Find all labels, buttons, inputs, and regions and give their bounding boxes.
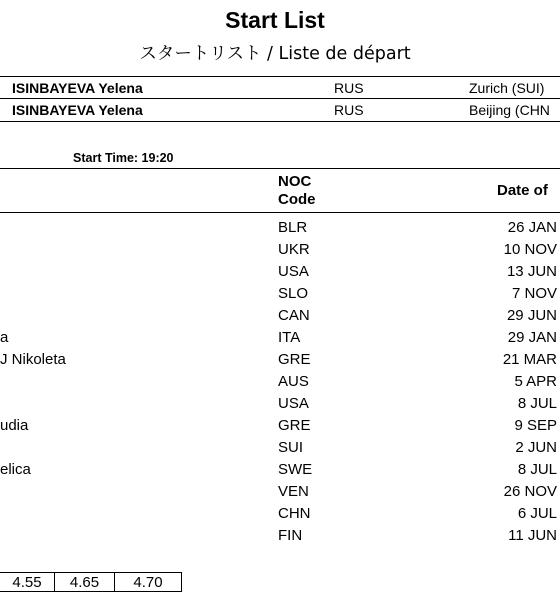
table-top-rule (0, 168, 560, 169)
noc-code: VEN (278, 483, 309, 500)
noc-code: CHN (278, 505, 311, 522)
noc-code: USA (278, 263, 309, 280)
date-of-birth: 29 JUN (506, 307, 557, 324)
noc-code: AUS (278, 373, 309, 390)
noc-code: UKR (278, 241, 310, 258)
athlete-name: a (0, 329, 9, 346)
column-header-noc-line2: Code (278, 191, 316, 208)
page-subtitle: スタートリスト / Liste de départ (139, 44, 411, 64)
noc-code: GRE (278, 417, 311, 434)
date-of-birth: 8 JUL (517, 395, 557, 412)
record-holder-name: ISINBAYEVA Yelena (12, 102, 143, 118)
start-time: Start Time: 19:20 (73, 151, 174, 165)
records-bottom-rule (0, 121, 560, 122)
noc-code: SLO (278, 285, 309, 302)
record-venue: Beijing (CHN (469, 102, 550, 118)
noc-code: GRE (278, 351, 311, 368)
noc-code: SUI (278, 439, 304, 456)
column-header-noc (278, 173, 316, 209)
noc-code: FIN (278, 527, 303, 544)
page-title: Start List (225, 7, 325, 33)
date-of-birth: 8 JUL (517, 461, 557, 478)
date-of-birth: 7 NOV (511, 285, 557, 302)
records-mid-rule (0, 98, 560, 99)
date-of-birth: 9 SEP (514, 417, 557, 434)
date-of-birth: 26 JAN (507, 219, 557, 236)
record-noc: RUS (334, 80, 364, 96)
noc-code: CAN (278, 307, 310, 324)
date-of-birth: 26 NOV (503, 483, 557, 500)
date-of-birth: 2 JUN (515, 439, 557, 456)
column-header-date: Date of (497, 182, 548, 199)
date-of-birth: 5 APR (514, 373, 557, 390)
date-of-birth: 10 NOV (503, 241, 557, 258)
bar-height-cell: 4.55 (0, 572, 55, 592)
record-venue: Zurich (SUI) (469, 80, 545, 96)
bar-height-cell: 4.65 (55, 572, 115, 592)
noc-code: SWE (278, 461, 313, 478)
date-of-birth: 21 MAR (502, 351, 557, 368)
noc-code: BLR (278, 219, 308, 236)
record-holder-name: ISINBAYEVA Yelena (12, 80, 143, 96)
athlete-name: udia (0, 417, 29, 434)
date-of-birth: 6 JUL (517, 505, 557, 522)
table-header-rule (0, 212, 560, 213)
bar-height-cell: 4.70 (115, 572, 182, 592)
record-noc: RUS (334, 102, 364, 118)
column-header-noc-line1: NOC (278, 173, 312, 190)
noc-code: ITA (278, 329, 301, 346)
noc-code: USA (278, 395, 309, 412)
date-of-birth: 13 JUN (506, 263, 557, 280)
records-top-rule (0, 76, 560, 77)
date-of-birth: 29 JAN (507, 329, 557, 346)
date-of-birth: 11 JUN (508, 527, 557, 544)
athlete-name: J Nikoleta (0, 351, 66, 368)
athlete-name: elica (0, 461, 31, 478)
